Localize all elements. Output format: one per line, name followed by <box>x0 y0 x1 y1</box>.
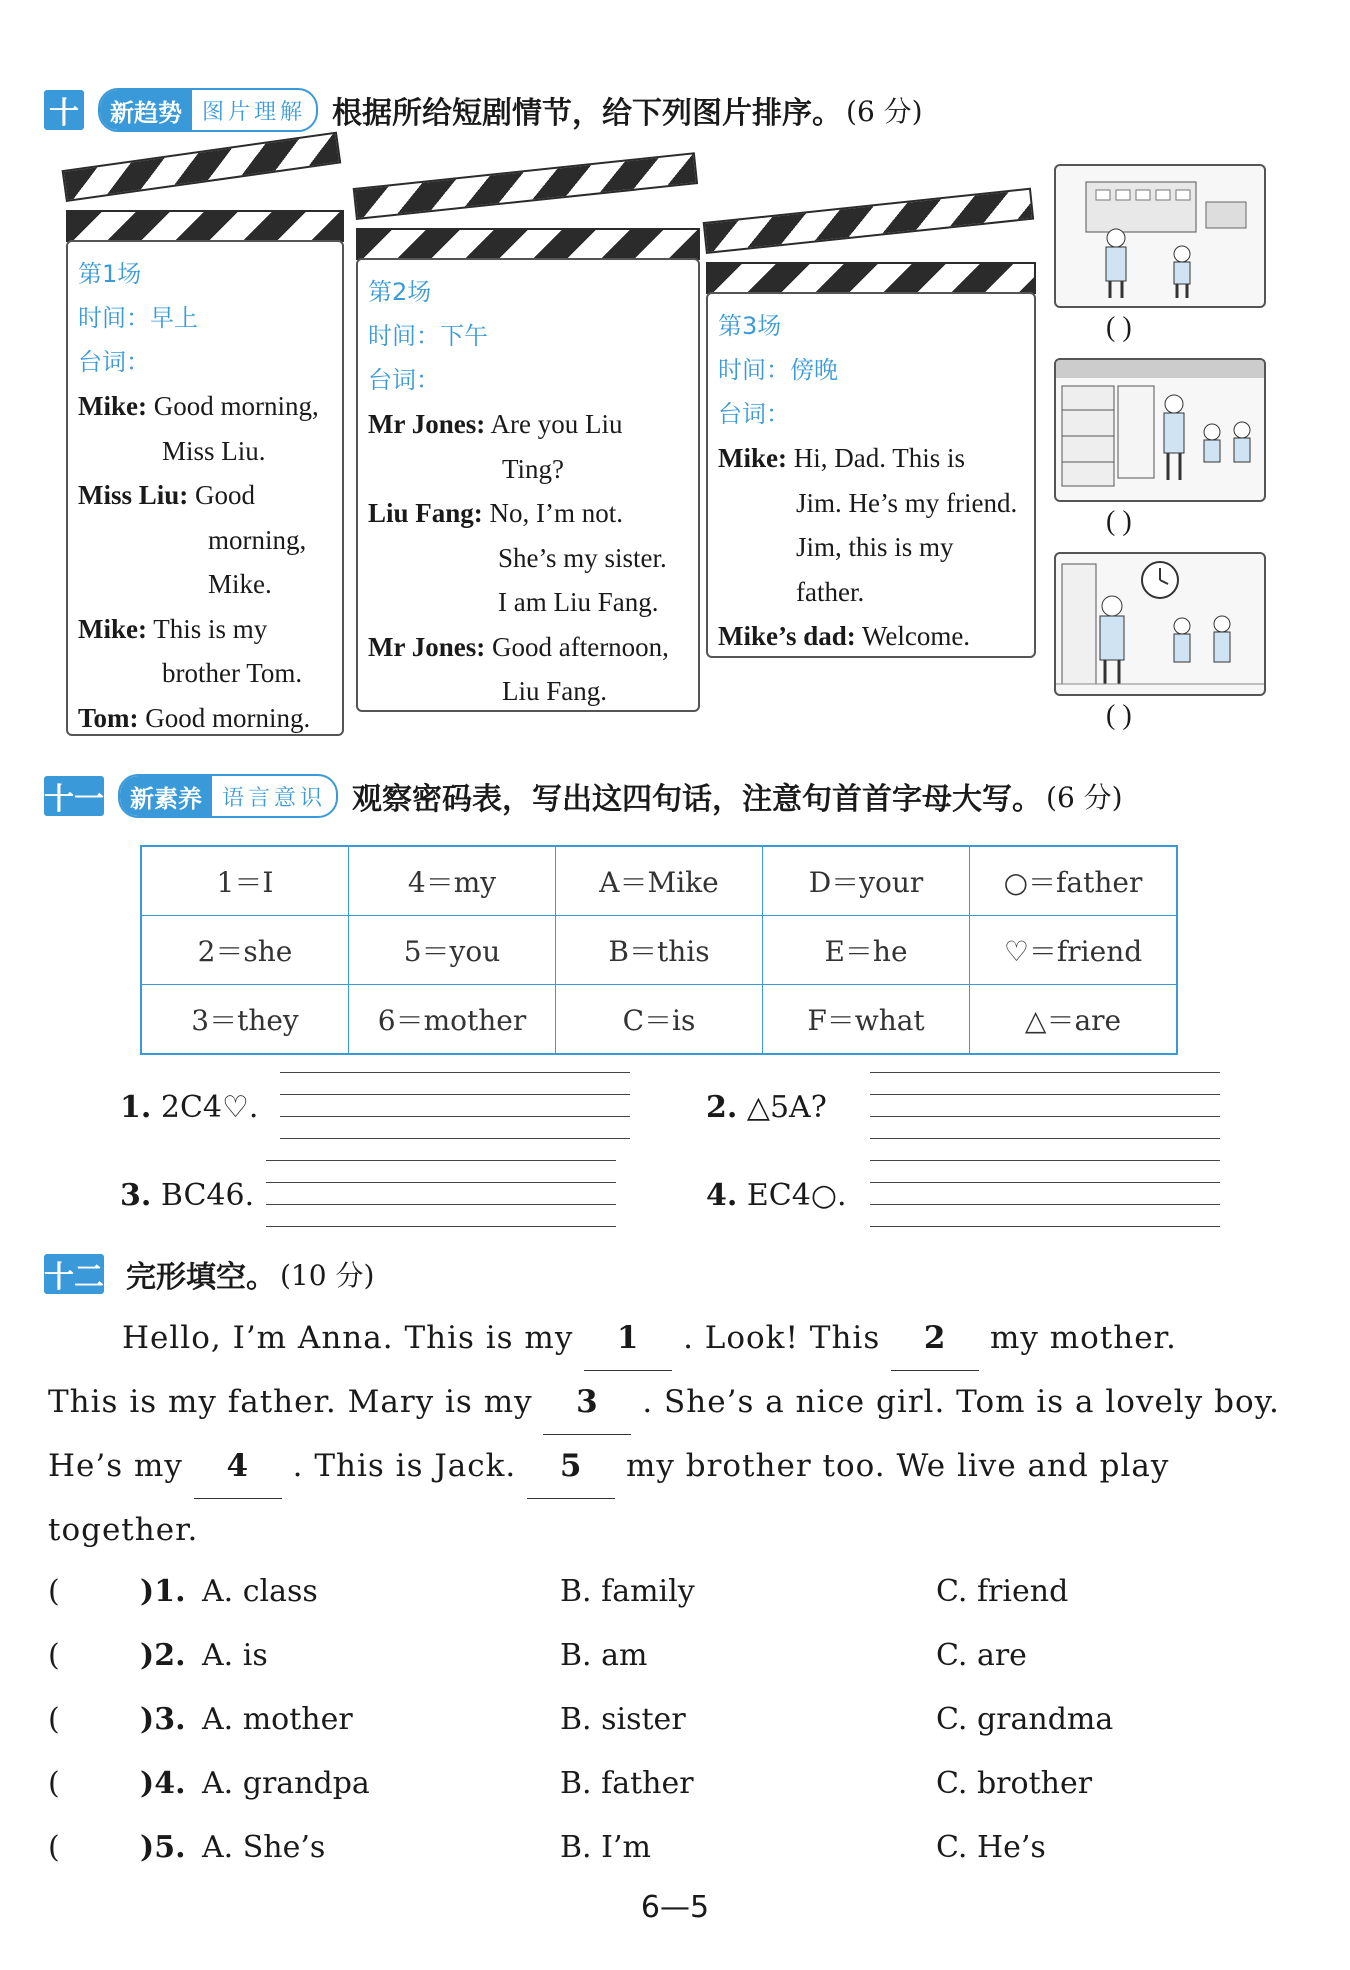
table-cell: 6＝mother <box>349 985 556 1055</box>
section-12-header <box>44 1252 374 1296</box>
option-c[interactable]: C. are <box>936 1638 1027 1673</box>
passage-line-2: This is my father. Mary is my 3 . She’s a nice girl. Tom is a lovely boy. <box>48 1370 1280 1435</box>
code-question-2: 2. △5A? <box>706 1090 827 1125</box>
option-row <box>48 1638 1308 1688</box>
dialog-line: Mr Jones: Good afternoon, Liu Fang. <box>368 631 669 706</box>
option-number: )2. <box>140 1638 186 1673</box>
table-cell: C＝is <box>556 985 763 1055</box>
tag-label: 新趋势 <box>100 90 192 130</box>
table-cell: D＝your <box>763 846 970 916</box>
option-row <box>48 1702 1308 1752</box>
option-number: )3. <box>140 1702 186 1737</box>
section-number: 十 <box>44 90 84 130</box>
section-11-header <box>44 774 1123 818</box>
section-instruction: 完形填空。 <box>126 1260 276 1295</box>
section-number: 十一 <box>44 776 104 816</box>
tag-subtitle: 图片理解 <box>202 99 307 125</box>
section-score: (6 分) <box>1046 781 1123 814</box>
clapper-stripe <box>66 210 344 242</box>
code-question-1: 1. 2C4♡. <box>120 1090 259 1125</box>
dialog-line: Miss Liu: Good morning, Mike. <box>78 480 307 599</box>
scene-time: 时间：下午 <box>368 322 488 350</box>
option-a[interactable]: A. is <box>202 1638 268 1673</box>
clapper-stripe <box>706 262 1036 294</box>
table-cell: A＝Mike <box>556 846 763 916</box>
scene-lines-label: 台词： <box>718 400 790 428</box>
answer-lines[interactable] <box>266 1160 616 1230</box>
option-number: )5. <box>140 1830 186 1865</box>
code-question-4: 4. EC4○. <box>706 1178 847 1213</box>
scene-lines-label: 台词： <box>78 348 150 376</box>
table-cell: F＝what <box>763 985 970 1055</box>
picture-shop <box>1054 358 1266 502</box>
scene-2-body <box>356 258 700 712</box>
answer-paren[interactable]: ( ) <box>1106 506 1132 537</box>
table-cell: B＝this <box>556 916 763 985</box>
blank-3[interactable]: 3 <box>543 1370 631 1435</box>
answer-paren[interactable]: ( ) <box>1106 700 1132 731</box>
section-instruction: 观察密码表，写出这四句话，注意句首首字母大写。 <box>352 782 1043 817</box>
scene-title: 第2场 <box>368 278 432 306</box>
clapper-stripe <box>353 152 698 220</box>
dialog-line: Mr Jones: Are you Liu Ting? <box>368 409 623 484</box>
scene-1-clapperboard <box>66 158 344 736</box>
answer-lines[interactable] <box>280 1072 630 1142</box>
scene-1-body <box>66 240 344 736</box>
blank-1[interactable]: 1 <box>584 1306 672 1371</box>
clapper-stripe <box>62 132 342 202</box>
picture-home-clock <box>1054 552 1266 696</box>
table-row <box>141 985 1177 1055</box>
table-cell: E＝he <box>763 916 970 985</box>
tag-subtitle: 语言意识 <box>222 785 327 811</box>
table-cell: ♡＝friend <box>970 916 1178 985</box>
table-cell: 4＝my <box>349 846 556 916</box>
scene-3-clapperboard <box>706 210 1036 658</box>
dialog-line: Tom: Good morning. <box>78 702 311 733</box>
answer-paren[interactable]: ( <box>48 1702 60 1737</box>
passage-line-3: He’s my 4 . This is Jack. 5 my brother too. We live and play <box>48 1434 1169 1499</box>
option-b[interactable]: B. am <box>560 1638 648 1673</box>
table-cell: 1＝I <box>141 846 349 916</box>
option-a[interactable]: A. class <box>202 1574 318 1609</box>
option-number: )1. <box>140 1574 186 1609</box>
table-cell: 2＝she <box>141 916 349 985</box>
scene-lines-label: 台词： <box>368 366 440 394</box>
scene-title: 第1场 <box>78 260 142 288</box>
section-score: (6 分) <box>846 95 923 128</box>
page-number: 6—5 <box>640 1890 710 1925</box>
option-c[interactable]: C. He’s <box>936 1830 1046 1865</box>
answer-paren[interactable]: ( <box>48 1638 60 1673</box>
blank-5[interactable]: 5 <box>527 1434 615 1499</box>
answer-paren[interactable]: ( <box>48 1574 60 1609</box>
table-cell: △＝are <box>970 985 1178 1055</box>
option-c[interactable]: C. brother <box>936 1766 1093 1801</box>
clapper-stripe <box>356 228 700 260</box>
answer-paren[interactable]: ( <box>48 1830 60 1865</box>
option-c[interactable]: C. friend <box>936 1574 1069 1609</box>
option-number: )4. <box>140 1766 186 1801</box>
option-a[interactable]: A. mother <box>202 1702 353 1737</box>
table-row <box>141 916 1177 985</box>
table-row <box>141 846 1177 916</box>
dialog-line: Mike: Good morning, Miss Liu. <box>78 391 319 466</box>
option-a[interactable]: A. She’s <box>202 1830 326 1865</box>
blank-4[interactable]: 4 <box>194 1434 282 1499</box>
option-a[interactable]: A. grandpa <box>202 1766 370 1801</box>
option-row <box>48 1766 1308 1816</box>
section-number: 十二 <box>44 1254 104 1294</box>
answer-paren[interactable]: ( ) <box>1106 312 1132 343</box>
scene-2-clapperboard <box>356 176 700 712</box>
option-row <box>48 1830 1308 1880</box>
option-b[interactable]: B. sister <box>560 1702 686 1737</box>
clapper-stripe <box>703 188 1035 254</box>
table-cell: ○＝father <box>970 846 1178 916</box>
dialog-line: Mike’s dad: Welcome. <box>718 621 971 651</box>
section-10-header <box>44 88 923 132</box>
passage-line-1: Hello, I’m Anna. This is my 1 . Look! This 2 my mother. <box>122 1306 1177 1371</box>
option-b[interactable]: B. father <box>560 1766 694 1801</box>
answer-paren[interactable]: ( <box>48 1766 60 1801</box>
dialog-line: Mike: Hi, Dad. This is Jim. He’s my friend. Jim, this is my father. <box>718 443 1018 607</box>
code-table <box>140 845 1178 1055</box>
code-question-3: 3. BC46. <box>120 1178 255 1213</box>
dialog-line: Liu Fang: No, I’m not. She’s my sister. I am Liu Fang. <box>368 498 667 617</box>
section-tag <box>98 88 318 132</box>
scene-3-body <box>706 292 1036 658</box>
picture-school-gate <box>1054 164 1266 308</box>
section-score: (10 分) <box>280 1259 375 1292</box>
section-tag <box>118 774 338 818</box>
passage-line-4: together. <box>48 1512 199 1548</box>
scene-title: 第3场 <box>718 312 782 340</box>
section-instruction: 根据所给短剧情节，给下列图片排序。 <box>332 96 843 131</box>
scene-time: 时间：傍晚 <box>718 356 838 384</box>
blank-2[interactable]: 2 <box>891 1306 979 1371</box>
scene-time: 时间：早上 <box>78 304 198 332</box>
tag-label: 新素养 <box>120 776 212 816</box>
option-b[interactable]: B. family <box>560 1574 695 1609</box>
table-cell: 3＝they <box>141 985 349 1055</box>
option-row <box>48 1574 1308 1624</box>
option-b[interactable]: B. I’m <box>560 1830 651 1865</box>
answer-lines[interactable] <box>870 1072 1220 1142</box>
dialog-line: Mike: This is my brother Tom. <box>78 613 303 688</box>
option-c[interactable]: C. grandma <box>936 1702 1114 1737</box>
answer-lines[interactable] <box>870 1160 1220 1230</box>
table-cell: 5＝you <box>349 916 556 985</box>
